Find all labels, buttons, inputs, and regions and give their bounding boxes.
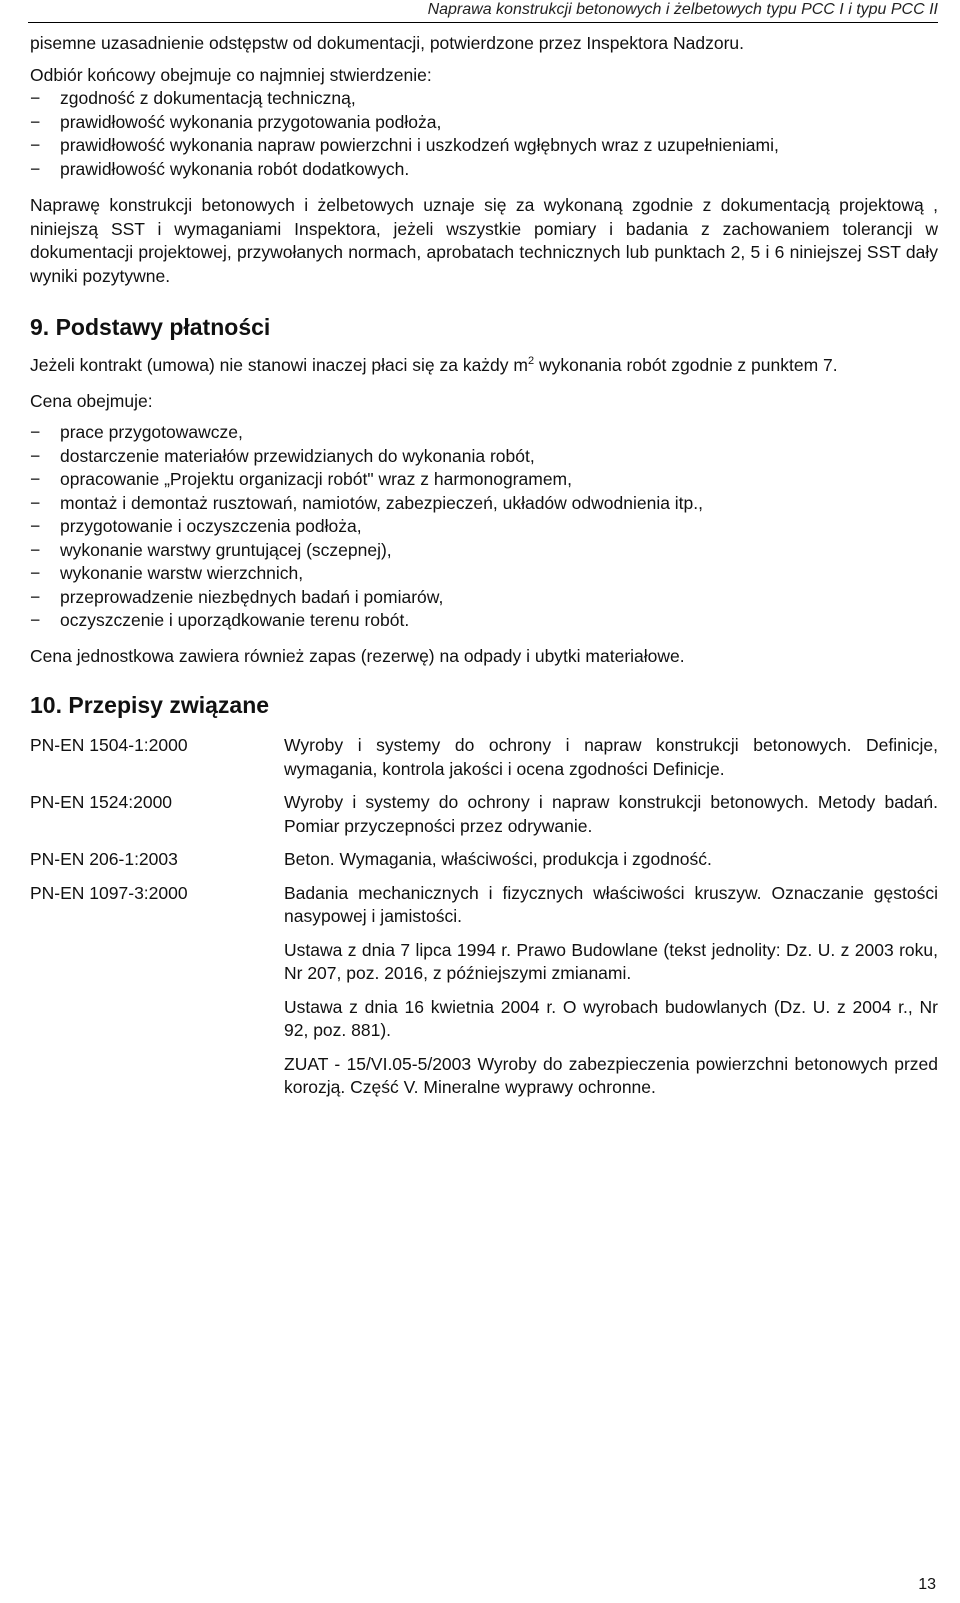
list-item: − przygotowanie i oczyszczenia podłoża, <box>30 515 938 539</box>
standard-description: Wyroby i systemy do ochrony i napraw konstrukcji betonowych. Metody badań. Pomiar przyczepności przez odrywanie. <box>284 792 938 836</box>
payment-text-end: wykonania robót zgodnie z punktem 7. <box>534 355 838 375</box>
acceptance-paragraph: Naprawę konstrukcji betonowych i żelbetowych uznaje się za wykonaną zgodnie z dokumentacją projektową , niniejszą SST i wymaganiami Inspektora, jeżeli wszystkie pomiary i badania z zachowaniem tolerancji w dokumentacji projektowej, przywołanych normach, aprobatach technicznych lub punktach 2, 5 i 6 niniejszej SST dały wyniki pozytywne. <box>30 195 938 286</box>
standard-description: ZUAT - 15/VI.05-5/2003 Wyroby do zabezpieczenia powierzchni betonowych przed korozją. Część V. Mineralne wyprawy ochronne. <box>284 1053 938 1097</box>
list-item: − wykonanie warstwy gruntującej (sczepnej), <box>30 539 938 563</box>
standard-code: PN-EN 1097-3:2000 <box>30 882 188 903</box>
running-title: Naprawa konstrukcji betonowych i żelbetowych typu PCC I i typu PCC II <box>427 1 938 18</box>
price-includes-label: Cena obejmuje: <box>30 390 153 411</box>
list-item: − oczyszczenie i uporządkowanie terenu robót. <box>30 609 938 633</box>
list-item: − wykonanie warstw wierzchnich, <box>30 562 938 586</box>
list-item: − opracowanie „Projektu organizacji robót" wraz z harmonogramem, <box>30 468 938 492</box>
table-row <box>30 1053 938 1110</box>
list-item: − prawidłowość wykonania przygotowania podłoża, <box>30 111 938 135</box>
table-row <box>30 996 938 1053</box>
list-item: − prawidłowość wykonania robót dodatkowych. <box>30 158 938 182</box>
list-item: − montaż i demontaż rusztowań, namiotów, zabezpieczeń, układów odwodnienia itp., <box>30 492 938 516</box>
list-item: − prawidłowość wykonania napraw powierzchni i uszkodzeń wgłębnych wraz z uzupełnieniami, <box>30 134 938 158</box>
payment-basis-paragraph <box>30 354 938 378</box>
list-item: − przeprowadzenie niezbędnych badań i pomiarów, <box>30 586 938 610</box>
payment-text-start: Jeżeli kontrakt (umowa) nie stanowi inaczej płaci się za każdy m <box>30 355 528 375</box>
table-row <box>30 734 938 791</box>
standard-code: PN-EN 1524:2000 <box>30 792 173 812</box>
acceptance-list <box>30 87 938 181</box>
standard-code <box>30 1053 284 1110</box>
page-number: 13 <box>918 1576 936 1593</box>
standard-code <box>30 939 284 996</box>
standard-description: Beton. Wymagania, właściwości, produkcja i zgodność. <box>284 849 712 869</box>
regulations-table <box>30 734 938 1110</box>
table-row <box>30 848 938 882</box>
table-row <box>30 939 938 996</box>
list-item: − dostarczenie materiałów przewidzianych do wykonania robót, <box>30 445 938 469</box>
unit-price-note: Cena jednostkowa zawiera również zapas (rezerwę) na odpady i ubytki materiałowe. <box>30 645 685 666</box>
acceptance-intro: Odbiór końcowy obejmuje co najmniej stwierdzenie: <box>30 64 432 85</box>
standard-description: Ustawa z dnia 16 kwietnia 2004 r. O wyrobach budowlanych (Dz. U. z 2004 r., Nr 92, poz. 881). <box>284 996 938 1040</box>
table-row <box>30 791 938 848</box>
standard-code: PN-EN 1504-1:2000 <box>30 735 188 755</box>
standard-description: Wyroby i systemy do ochrony i napraw konstrukcji betonowych. Definicje, wymagania, kontrola jakości i ocena zgodności Definicje. <box>284 735 938 779</box>
standard-description: Ustawa z dnia 7 lipca 1994 r. Prawo Budowlane (tekst jednolity: Dz. U. z 2003 roku, Nr 207, poz. 2016, z późniejszymi zmianami. <box>284 939 938 983</box>
standard-description: Badania mechanicznych i fizycznych właściwości kruszyw. Oznaczanie gęstości nasypowej i jamistości. <box>284 882 938 926</box>
table-row <box>30 882 938 939</box>
list-item: − prace przygotowawcze, <box>30 421 938 445</box>
standard-code <box>30 996 284 1053</box>
continuation-line: pisemne uzasadnienie odstępstw od dokumentacji, potwierdzone przez Inspektora Nadzoru. <box>30 33 745 53</box>
section-9-heading: 9. Podstawy płatności <box>30 314 271 340</box>
list-item: − zgodność z dokumentacją techniczną, <box>30 87 938 111</box>
unit-superscript: 2 <box>527 355 535 367</box>
document-body <box>30 32 938 1110</box>
section-10-heading: 10. Przepisy związane <box>30 692 270 718</box>
standard-code: PN-EN 206-1:2003 <box>30 849 178 869</box>
price-items-list <box>30 421 938 633</box>
page-header <box>28 0 938 23</box>
